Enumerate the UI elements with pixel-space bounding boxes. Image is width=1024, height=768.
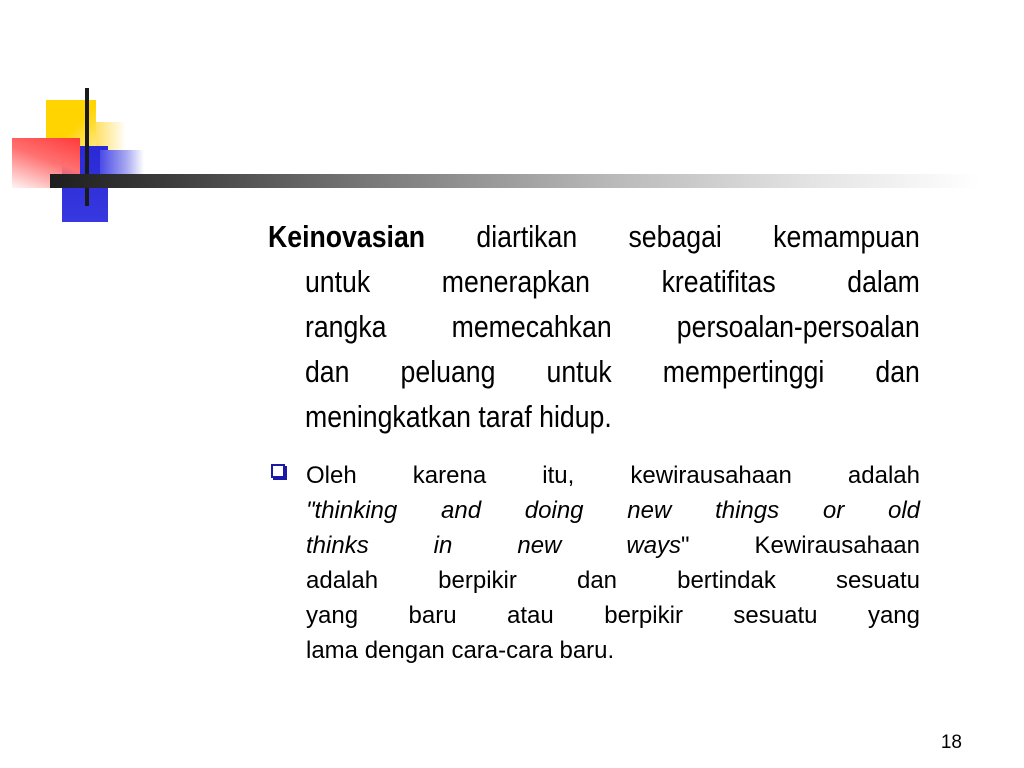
main-paragraph-line-2: untuk menerapkan kreatifitas dalam (304, 264, 920, 299)
main-paragraph (268, 214, 920, 439)
bullet-line-4: adalah berpikir dan bertindak sesuatu (306, 567, 920, 594)
bullet-item (268, 458, 920, 668)
main-paragraph-line-3: rangka memecahkan persoalan-persoalan (304, 309, 920, 344)
bullet-line-2 (306, 493, 920, 528)
bullet-line-6: lama dengan cara-cara baru. (306, 637, 615, 664)
vertical-line-decoration (85, 88, 89, 206)
bullet-line-3 (306, 528, 920, 563)
bullet-line-3-italic: thinks in new ways (306, 532, 682, 559)
page-number: 18 (940, 732, 962, 753)
bullet-line-3-rest: " Kewirausahaan (681, 532, 920, 559)
gradient-bar-decoration (50, 174, 980, 188)
main-paragraph-line-4: dan peluang untuk mempertinggi dan (304, 354, 920, 389)
checkbox-bullet-icon (271, 464, 285, 478)
main-paragraph-line-5: meningkatkan taraf hidup. (304, 399, 612, 434)
term-keinovasian: Keinovasian (268, 219, 426, 254)
main-paragraph-line-1 (268, 214, 920, 259)
bullet-line-2-italic: "thinking and doing new things or old (306, 497, 920, 524)
bullet-line-1: Oleh karena itu, kewirausahaan adalah (306, 462, 920, 489)
bullet-text (306, 458, 920, 668)
main-paragraph-line-1-rest: diartikan sebagai kemampuan (476, 219, 920, 254)
bullet-line-5: yang baru atau berpikir sesuatu yang (306, 602, 920, 629)
main-paragraph-continuation (268, 259, 920, 439)
